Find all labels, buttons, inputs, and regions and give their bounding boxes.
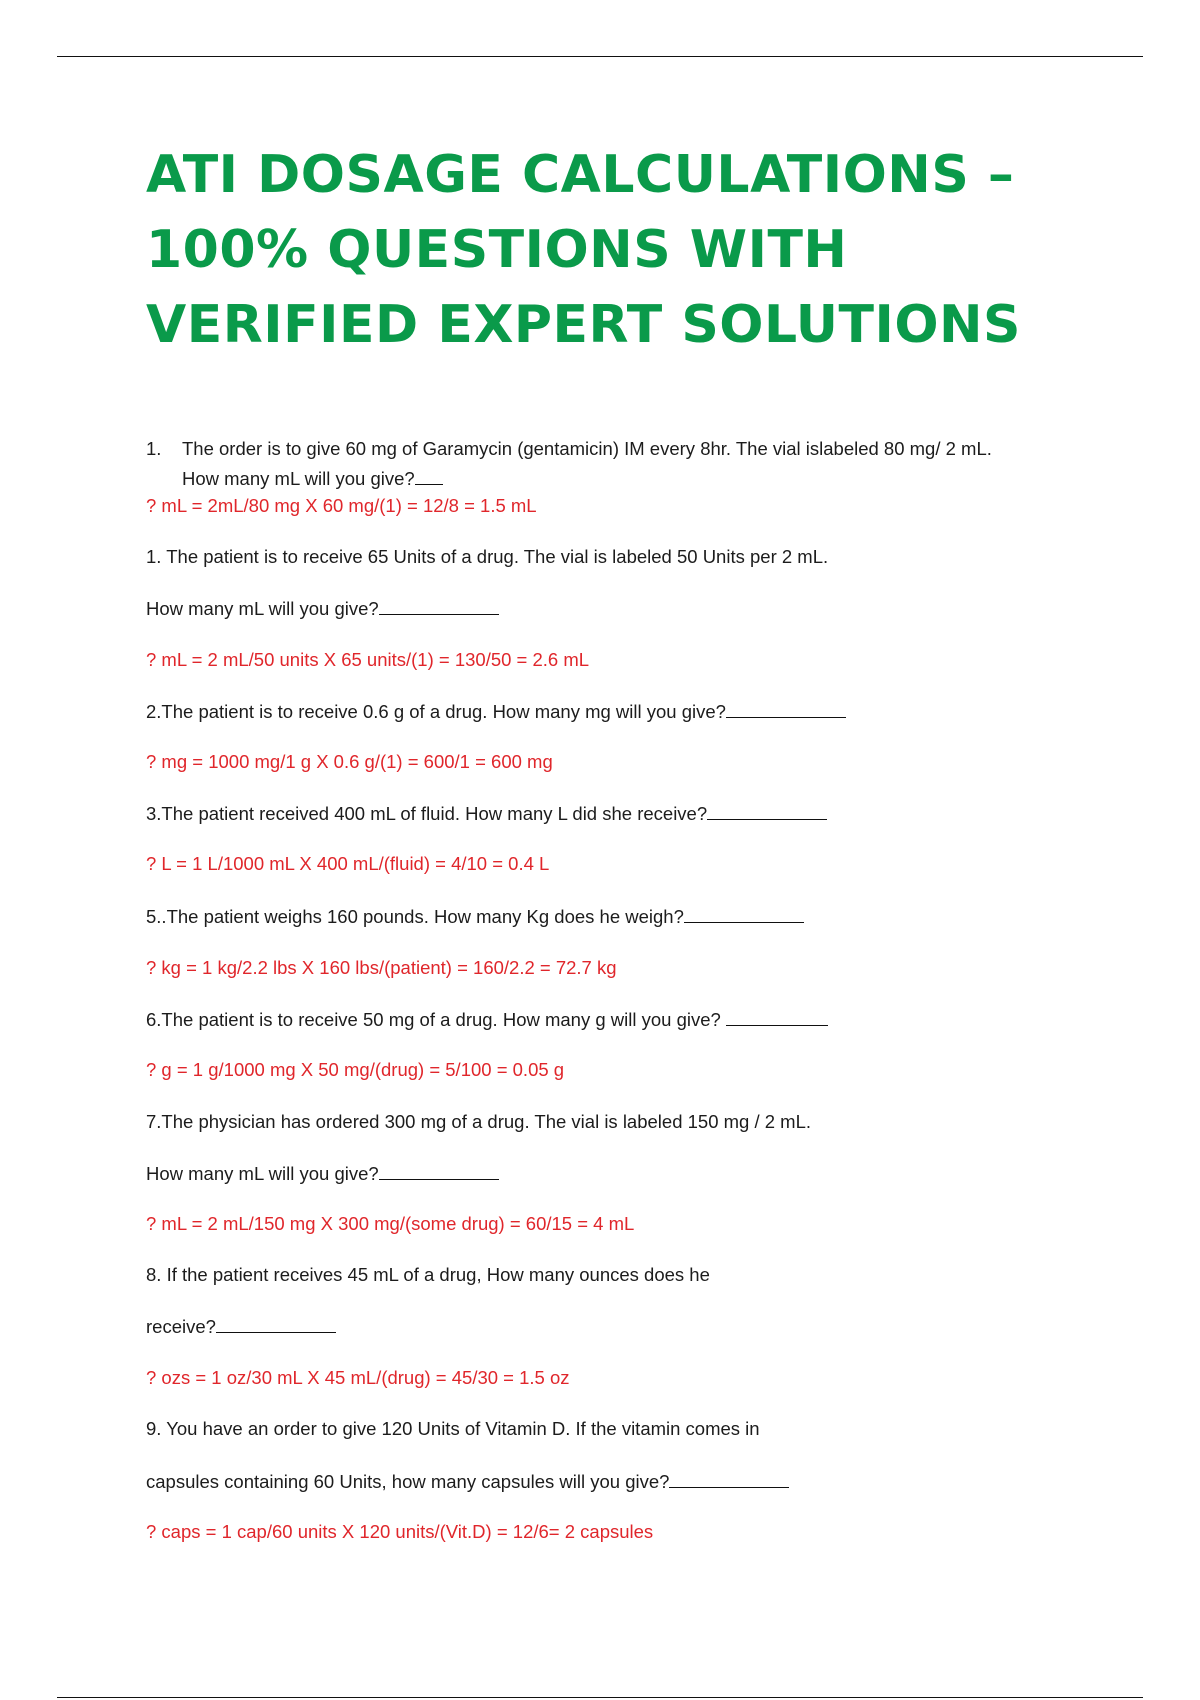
answer-7: ? mL = 2 mL/150 mg X 300 mg/(some drug) = 60/15 = 4 mL bbox=[146, 1213, 635, 1234]
answer-3: ? mg = 1000 mg/1 g X 0.6 g/(1) = 600/1 = 600 mg bbox=[146, 751, 553, 772]
answer-blank bbox=[216, 1314, 336, 1333]
answer-blank bbox=[707, 801, 827, 820]
question-7-line-2 bbox=[146, 1161, 499, 1186]
answer-6: ? g = 1 g/1000 mg X 50 mg/(drug) = 5/100 = 0.05 g bbox=[146, 1059, 565, 1080]
question-7-line-1: 7.The physician has ordered 300 mg of a drug. The vial is labeled 150 mg / 2 mL. bbox=[146, 1111, 812, 1132]
answer-blank bbox=[379, 1161, 499, 1180]
question-1-number: 1. bbox=[146, 438, 162, 459]
answer-blank bbox=[669, 1469, 789, 1488]
title-line-1: ATI DOSAGE CALCULATIONS – bbox=[146, 145, 1015, 205]
answer-2: ? mL = 2 mL/50 units X 65 units/(1) = 130/50 = 2.6 mL bbox=[146, 649, 590, 670]
question-2-line-1: 1. The patient is to receive 65 Units of a drug. The vial is labeled 50 Units per 2 mL. bbox=[146, 546, 829, 567]
document-title bbox=[146, 138, 1076, 363]
footer-rule bbox=[57, 1697, 1143, 1698]
question-4-line-1 bbox=[146, 801, 827, 826]
answer-blank bbox=[684, 904, 804, 923]
question-9-line-1: 9. You have an order to give 120 Units of Vitamin D. If the vitamin comes in bbox=[146, 1418, 760, 1439]
question-8-prompt: receive? bbox=[146, 1316, 216, 1337]
question-5-text: 5..The patient weighs 160 pounds. How many Kg does he weigh? bbox=[146, 906, 684, 927]
question-1-prompt: How many mL will you give? bbox=[182, 468, 415, 489]
answer-1: ? mL = 2mL/80 mg X 60 mg/(1) = 12/8 = 1.5 mL bbox=[146, 495, 537, 516]
answer-4: ? L = 1 L/1000 mL X 400 mL/(fluid) = 4/10 = 0.4 L bbox=[146, 853, 550, 874]
answer-blank bbox=[415, 466, 443, 485]
question-1-text: The order is to give 60 mg of Garamycin (gentamicin) IM every 8hr. The vial islabeled 80 mg/ 2 mL. bbox=[182, 438, 992, 459]
question-1-line-1 bbox=[146, 437, 992, 461]
title-line-3: VERIFIED EXPERT SOLUTIONS bbox=[146, 295, 1021, 355]
question-8-line-1: 8. If the patient receives 45 mL of a drug, How many ounces does he bbox=[146, 1264, 710, 1285]
question-2-line-2 bbox=[146, 596, 499, 621]
answer-9: ? caps = 1 cap/60 units X 120 units/(Vit.D) = 12/6= 2 capsules bbox=[146, 1521, 654, 1542]
question-6-text: 6.The patient is to receive 50 mg of a drug. How many g will you give? bbox=[146, 1009, 726, 1030]
answer-blank bbox=[379, 596, 499, 615]
question-7-prompt: How many mL will you give? bbox=[146, 1163, 379, 1184]
title-line-2: 100% QUESTIONS WITH bbox=[146, 220, 848, 280]
header-rule bbox=[57, 56, 1143, 57]
question-9-line-2 bbox=[146, 1469, 789, 1494]
answer-blank bbox=[726, 699, 846, 718]
question-4-text: 3.The patient received 400 mL of fluid. How many L did she receive? bbox=[146, 803, 708, 824]
question-6-line-1 bbox=[146, 1007, 828, 1032]
question-3-line-1 bbox=[146, 699, 846, 724]
question-3-text: 2.The patient is to receive 0.6 g of a drug. How many mg will you give? bbox=[146, 701, 726, 722]
question-9-prompt: capsules containing 60 Units, how many capsules will you give? bbox=[146, 1471, 670, 1492]
answer-8: ? ozs = 1 oz/30 mL X 45 mL/(drug) = 45/30 = 1.5 oz bbox=[146, 1367, 570, 1388]
question-5-line-1 bbox=[146, 904, 804, 929]
answer-blank bbox=[726, 1007, 828, 1026]
answer-5: ? kg = 1 kg/2.2 lbs X 160 lbs/(patient) = 160/2.2 = 72.7 kg bbox=[146, 957, 617, 978]
question-2-prompt: How many mL will you give? bbox=[146, 598, 379, 619]
question-1-line-2 bbox=[146, 466, 443, 491]
question-8-line-2 bbox=[146, 1314, 336, 1339]
